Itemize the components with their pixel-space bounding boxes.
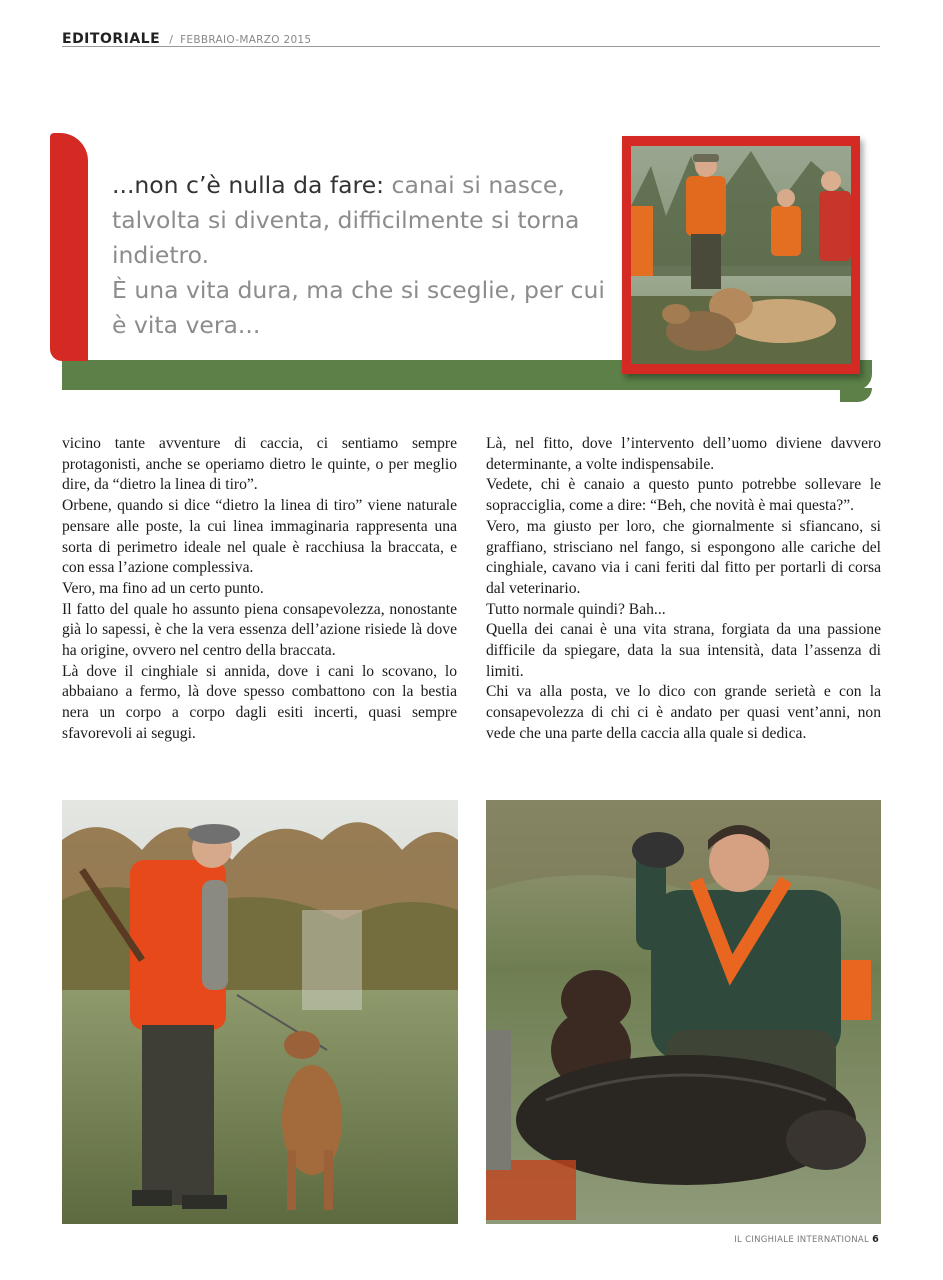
quote-red-bar <box>50 133 88 361</box>
quote-photo-frame <box>622 136 860 374</box>
article-column-right <box>486 434 881 745</box>
pull-quote <box>112 168 617 343</box>
pull-quote-line2: È una vita dura, ma che si sceglie, per cui è vita vera... <box>112 276 605 339</box>
paragraph: vicino tante avventure di caccia, ci sentiamo sempre protagonisti, anche se operiamo dietro le quinte, o per meglio dire, da “dietro la linea di tiro”. <box>62 435 457 494</box>
paragraph: Orbene, quando si dice “dietro la linea di tiro” viene naturale pensare alle poste, la cui linea immaginaria rappresenta una sorta di perimetro ideale nel quale è racchiusa la braccata, e con essa l’azione complessiva. <box>62 497 457 577</box>
paragraph: Quella dei canai è una vita strana, forgiata da una passione difficile da spiegare, data la sua intensità, data l’assenza di limiti. <box>486 621 881 680</box>
paragraph: Tutto normale quindi? Bah... <box>486 600 666 618</box>
quote-green-band-tail <box>840 388 872 402</box>
paragraph: Là, nel fitto, dove l’intervento dell’uomo diviene davvero determinante, a volte indispensabile. <box>486 435 881 473</box>
section-title: EDITORIALE <box>62 31 161 47</box>
pull-quote-lead: ...non c’è nulla da fare: <box>112 171 385 199</box>
magazine-name: IL CINGHIALE INTERNATIONAL <box>734 1235 870 1245</box>
paragraph: Là dove il cinghiale si annida, dove i cani lo scovano, lo abbaiano a fermo, là dove spesso combattono con la bestia nera un corpo a corpo dagli esiti incerti, quasi sempre sfavorevoli ai segugi. <box>62 662 457 742</box>
header-separator: / <box>169 33 173 46</box>
paragraph: Il fatto del quale ho assunto piena consapevolezza, nonostante già lo sapessi, è che la vera essenza dell’azione risiede là dove ha origine, ovvero nel centro della braccata. <box>62 600 457 660</box>
paragraph: Chi va alla posta, ve lo dico con grande serietà e con la consapevolezza di chi ci è andato per quasi vent’anni, non vede che una parte della caccia alla quale si dedica. <box>486 683 881 742</box>
hunter-with-boar-photo <box>486 800 881 1224</box>
pull-quote-rest: canai si nasce, talvolta si diventa, difficilmente si torna indietro. <box>112 171 580 269</box>
issue-date: FEBBRAIO-MARZO 2015 <box>180 34 312 46</box>
page-number: 6 <box>872 1234 879 1245</box>
hunter-with-dog-photo <box>62 800 458 1224</box>
hunters-with-dogs-photo <box>631 146 851 364</box>
page-header <box>62 28 880 47</box>
paragraph: Vero, ma giusto per loro, che giornalmente si sfiancano, si graffiano, strisciano nel fango, si espongono alle cariche del cinghiale, cavano via i cani feriti dal fitto per portarli di corsa dal veterinario. <box>486 517 881 597</box>
page-footer <box>734 1234 879 1245</box>
article-column-left <box>62 434 457 745</box>
paragraph: Vero, ma fino ad un certo punto. <box>62 579 264 597</box>
paragraph: Vedete, chi è canaio a questo punto potrebbe sollevare le sopracciglia, come a dire: “Beh, che novità è mai questa?”. <box>486 476 881 515</box>
